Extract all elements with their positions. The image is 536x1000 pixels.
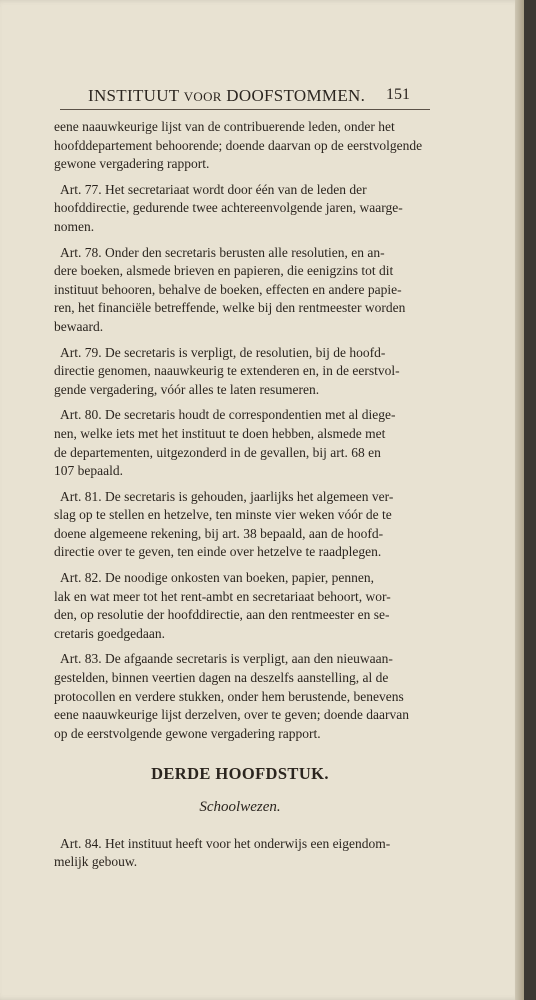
- text-line: nen, welke iets met het instituut te doen hebben, alsmede met: [54, 425, 386, 441]
- text-line: Art. 82. De noodige onkosten van boeken, papier, pennen,: [60, 570, 375, 586]
- page-edge: [515, 0, 524, 1000]
- text-line: hoofddepartement behoorende; doende daarvan op de eerstvolgende: [54, 137, 423, 153]
- text-line: op de eerstvolgende gewone vergadering rapport.: [54, 725, 321, 741]
- page-body: [54, 118, 426, 879]
- text-line: Art. 83. De afgaande secretaris is verpligt, aan den nieuwaan-: [60, 651, 393, 667]
- article-paragraph: [54, 650, 426, 743]
- text-line: Art. 84. Het instituut heeft voor het onderwijs een eigendom-: [60, 835, 391, 851]
- article-paragraph: [54, 835, 426, 872]
- text-line: nomen.: [54, 218, 95, 234]
- article-paragraph: [54, 406, 426, 480]
- header-rule: [60, 109, 430, 110]
- text-line: directie genomen, naauwkeurig te extenderen en, in de eerstvol-: [54, 363, 400, 379]
- article-paragraph: [54, 118, 426, 174]
- text-line: doene algemeene rekening, bij art. 38 bepaald, aan de hoofd-: [54, 525, 384, 541]
- text-line: dere boeken, alsmede brieven en papieren, die eenigzins tot dit: [54, 263, 394, 279]
- article-paragraph: [54, 344, 426, 400]
- text-line: instituut behooren, behalve de boeken, effecten en andere papie-: [54, 281, 402, 297]
- text-line: Art. 79. De secretaris is verpligt, de resolutien, bij de hoofd-: [60, 344, 386, 360]
- text-line: lak en wat meer tot het rent-ambt en secretariaat behoort, wor-: [54, 588, 391, 604]
- final-article: [54, 835, 426, 872]
- text-line: protocollen en verdere stukken, onder hem berustende, benevens: [54, 688, 404, 704]
- text-line: de departementen, uitgezonderd in de gevallen, bij art. 68 en: [54, 444, 381, 460]
- text-line: 107 bepaald.: [54, 463, 123, 479]
- text-line: gende vergadering, vóór alles te laten resumeren.: [54, 381, 320, 397]
- section-title: Schoolwezen.: [199, 799, 281, 815]
- page-number: 151: [386, 86, 410, 103]
- header-part-2: VOOR: [183, 89, 222, 104]
- text-line: Art. 80. De secretaris houdt de correspondentien met al diege-: [60, 407, 396, 423]
- text-line: directie over te geven, ten einde over hetzelve te raadplegen.: [54, 544, 382, 560]
- article-paragraph: [54, 181, 426, 237]
- text-line: Art. 81. De secretaris is gehouden, jaarlijks het algemeen ver-: [60, 488, 394, 504]
- text-line: den, op resolutie der hoofddirectie, aan den rentmeester en se-: [54, 607, 390, 623]
- text-line: gewone vergadering rapport.: [54, 156, 210, 172]
- article-paragraph: [54, 244, 426, 337]
- article-paragraph: [54, 569, 426, 643]
- text-line: eene naauwkeurige lijst van de contribuerende leden, onder het: [54, 119, 395, 134]
- text-line: ren, het financiële betreffende, welke bij den rentmeester worden: [54, 300, 406, 316]
- text-line: slag op te stellen en hetzelve, ten minste vier weken vóór de te: [54, 507, 392, 523]
- text-line: hoofddirectie, gedurende twee achtereenvolgende jaren, waarge-: [54, 200, 403, 216]
- text-line: cretaris goedgedaan.: [54, 625, 165, 641]
- text-line: gestelden, binnen veertien dagen na deszelfs aanstelling, al de: [54, 670, 389, 686]
- header-part-1: INSTITUUT: [88, 86, 184, 105]
- running-header: [88, 86, 428, 106]
- text-line: eene naauwkeurige lijst derzelven, over te geven; doende daarvan: [54, 707, 409, 723]
- header-part-3: DOOFSTOMMEN.: [221, 86, 366, 105]
- text-line: bewaard.: [54, 318, 104, 334]
- text-line: Art. 77. Het secretariaat wordt door één van de leden der: [60, 181, 367, 197]
- chapter-title: DERDE HOOFDSTUK.: [151, 764, 329, 784]
- article-list: [54, 118, 426, 743]
- text-line: Art. 78. Onder den secretaris berusten alle resolutien, en an-: [60, 244, 385, 260]
- article-paragraph: [54, 488, 426, 562]
- text-line: melijk gebouw.: [54, 854, 138, 870]
